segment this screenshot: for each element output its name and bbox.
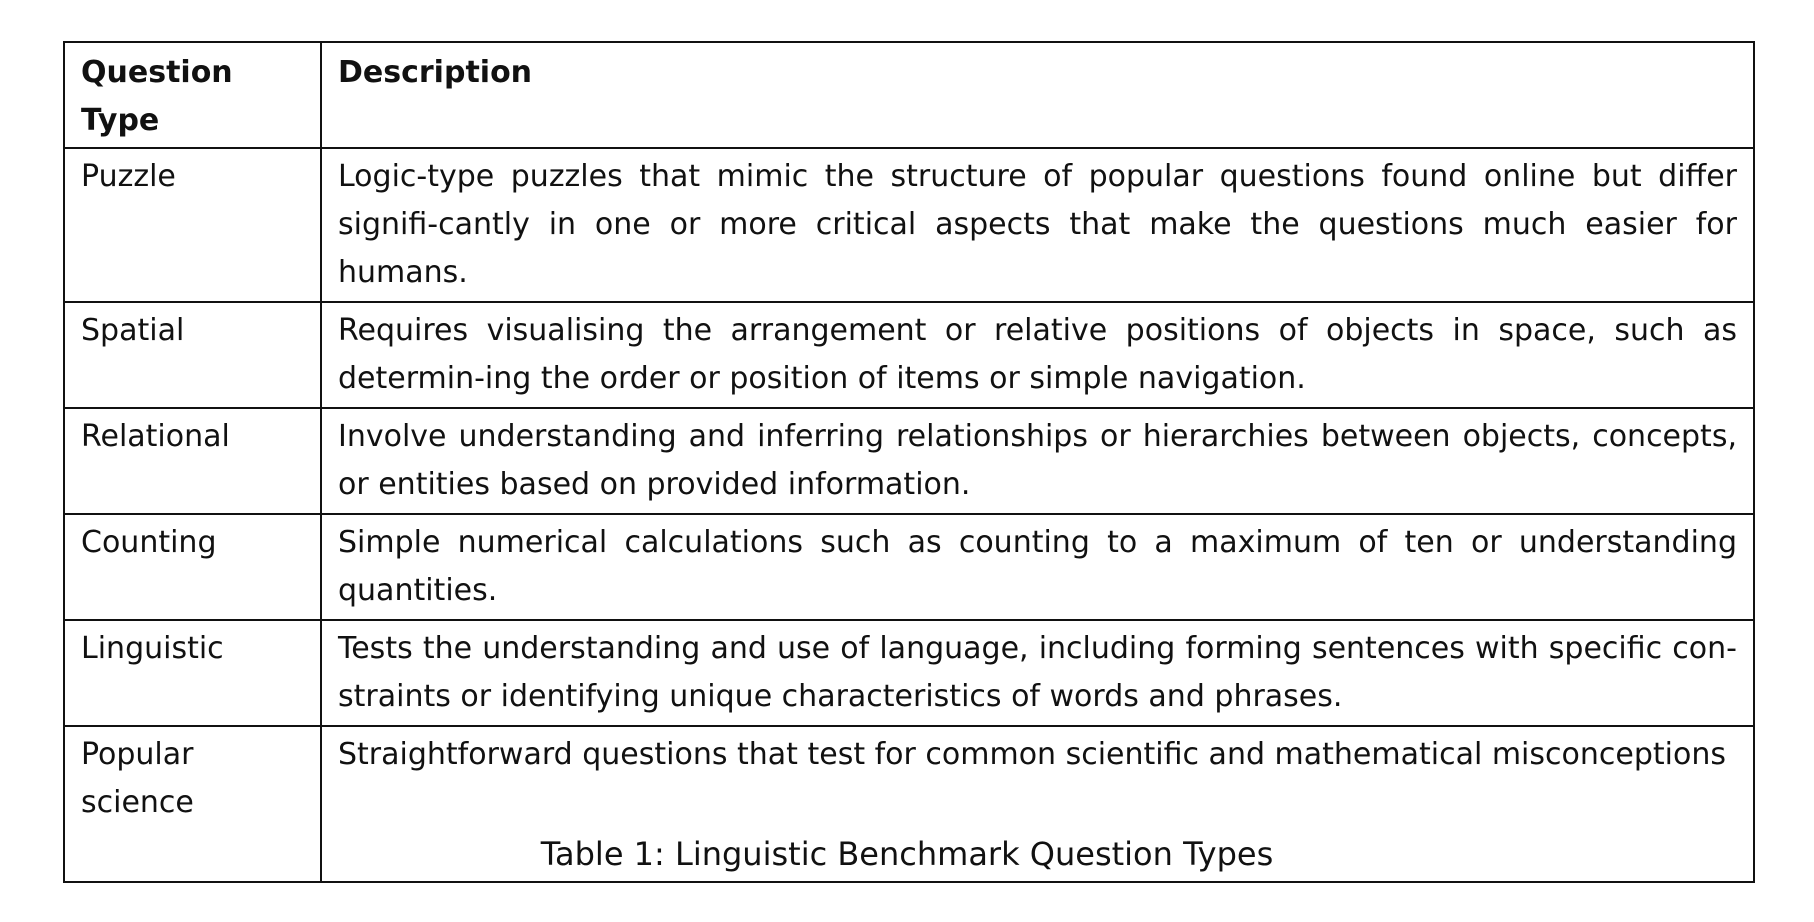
- cell-type: Spatial: [64, 302, 321, 408]
- cell-type: Puzzle: [64, 148, 321, 302]
- table-row-puzzle: [64, 148, 1754, 302]
- cell-type: Counting: [64, 514, 321, 620]
- cell-description: Involve understanding and inferring relationships or hierarchies between objects, concepts, or entities based on provided information.: [321, 408, 1754, 514]
- cell-description: Tests the understanding and use of language, including forming sentences with specific con-straints or identifying unique characteristics of words and phrases.: [321, 620, 1754, 726]
- table-header-row: [64, 42, 1754, 148]
- question-types-table-container: [63, 41, 1753, 883]
- cell-description: Logic-type puzzles that mimic the structure of popular questions found online but differ signifi-cantly in one or more critical aspects that make the questions much easier for humans.: [321, 148, 1754, 302]
- question-types-table: [63, 41, 1755, 883]
- table-caption: Table 1: Linguistic Benchmark Question Types: [540, 835, 1274, 873]
- cell-type: Popular science: [64, 726, 321, 882]
- table-row-spatial: [64, 302, 1754, 408]
- table-row-counting: [64, 514, 1754, 620]
- header-description: Description: [321, 42, 1754, 148]
- cell-description: Simple numerical calculations such as counting to a maximum of ten or understanding quantities.: [321, 514, 1754, 620]
- table-row-linguistic: [64, 620, 1754, 726]
- cell-type: Relational: [64, 408, 321, 514]
- cell-description: Requires visualising the arrangement or relative positions of objects in space, such as determin-ing the order or position of items or simple navigation.: [321, 302, 1754, 408]
- table-row-relational: [64, 408, 1754, 514]
- cell-description: Straightforward questions that test for common scientific and mathematical misconceptions: [321, 726, 1754, 882]
- header-question-type: Question Type: [64, 42, 321, 148]
- cell-type: Linguistic: [64, 620, 321, 726]
